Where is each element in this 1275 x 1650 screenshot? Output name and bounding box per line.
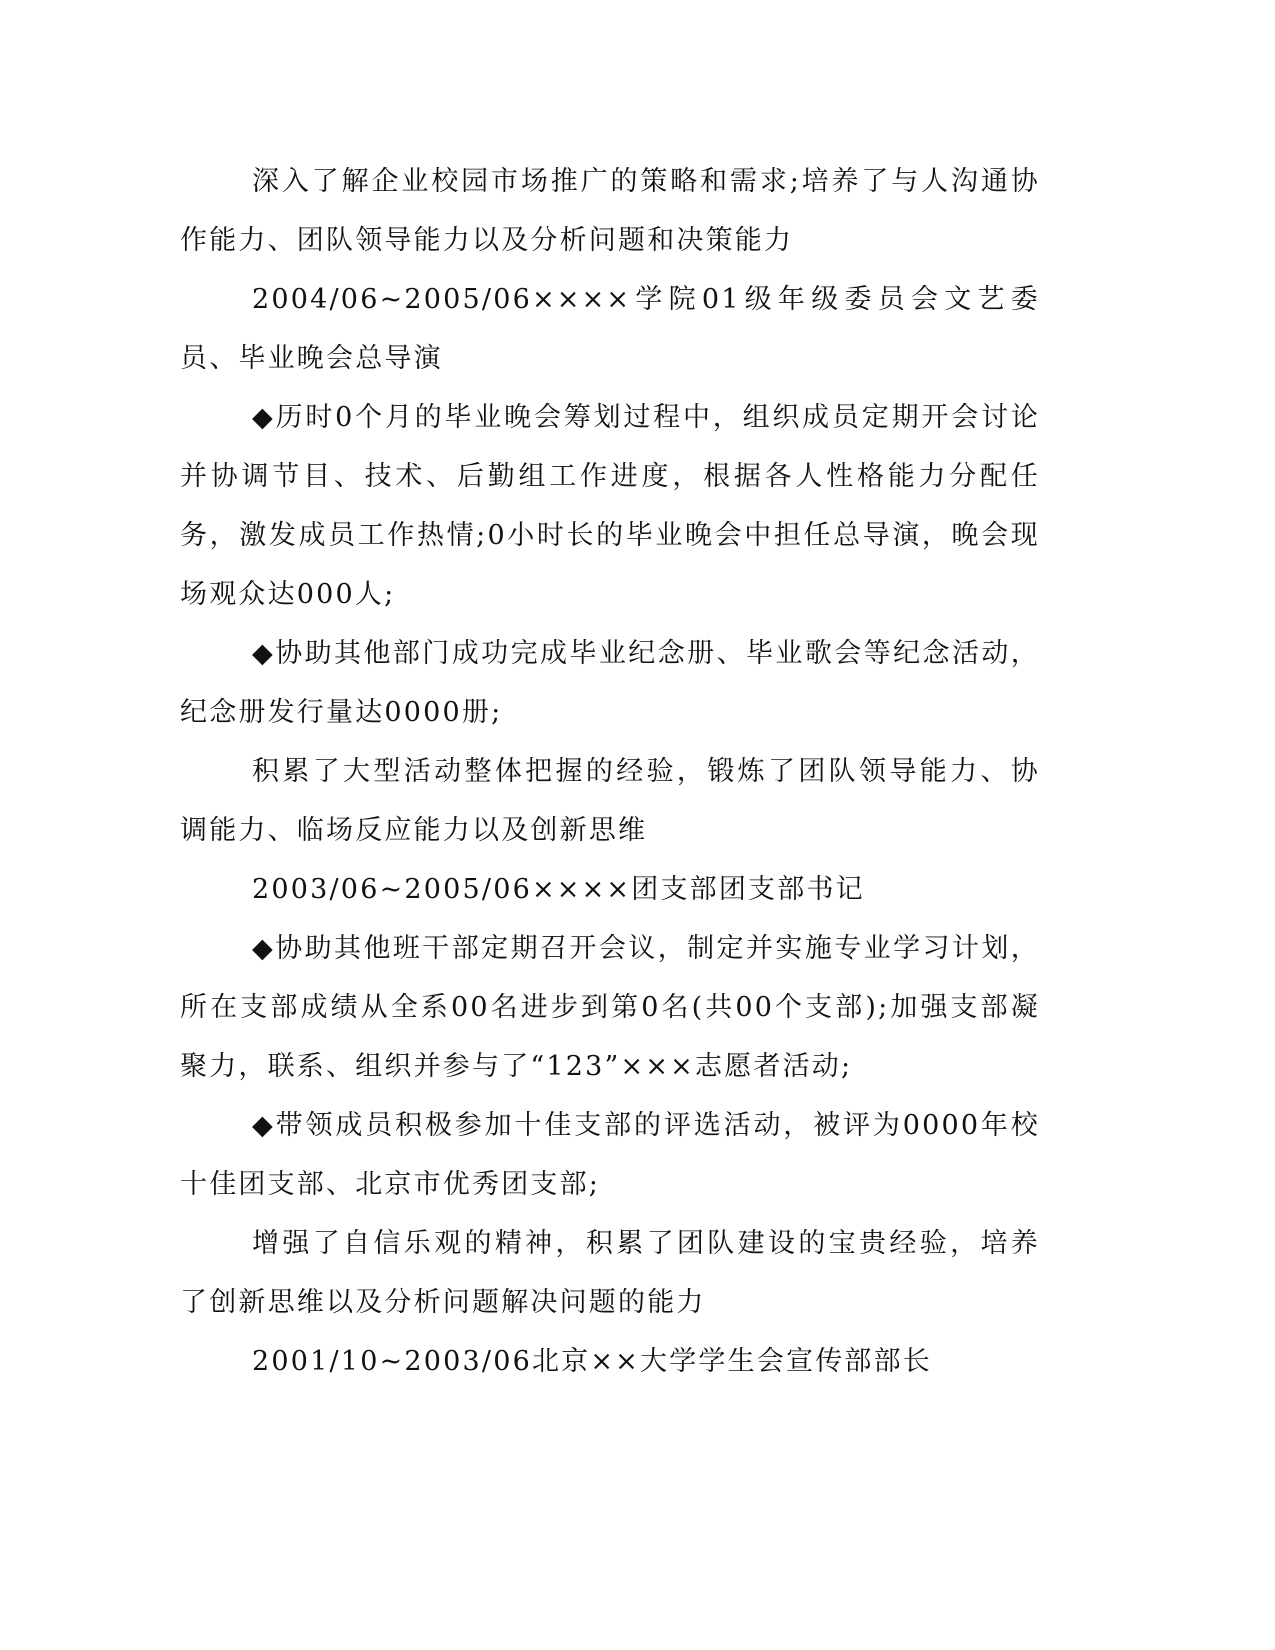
paragraph-bullet-yearbook: ◆协助其他部门成功完成毕业纪念册、毕业歌会等纪念活动，纪念册发行量达0000册; [180,638,1040,728]
paragraph-role-publicity-head: 2001/10~2003/06北京××大学学生会宣传部部长 [252,1346,933,1377]
document-body [180,152,1040,1391]
paragraph-bullet-top-ten: ◆带领成员积极参加十佳支部的评选活动，被评为0000年校十佳团支部、北京市优秀团支部; [180,1110,1040,1200]
paragraph-summary-2: 积累了大型活动整体把握的经验，锻炼了团队领导能力、协调能力、临场反应能力以及创新思维 [180,756,1040,846]
paragraph-bullet-gala-planning: ◆历时0个月的毕业晚会筹划过程中，组织成员定期开会讨论并协调节目、技术、后勤组工作进度，根据各人性格能力分配任务，激发成员工作热情;0小时长的毕业晚会中担任总导演，晚会现场观众达000人; [180,402,1040,610]
paragraph-summary-3: 增强了自信乐观的精神，积累了团队建设的宝贵经验，培养了创新思维以及分析问题解决问题的能力 [180,1228,1040,1318]
paragraph-role-league-secretary: 2003/06~2005/06××××团支部团支部书记 [252,874,865,905]
paragraph-summary-1: 深入了解企业校园市场推广的策略和需求;培养了与人沟通协作能力、团队领导能力以及分析问题和决策能力 [180,166,1040,256]
paragraph-bullet-study-plan: ◆协助其他班干部定期召开会议，制定并实施专业学习计划，所在支部成绩从全系00名进步到第0名(共00个支部);加强支部凝聚力，联系、组织并参与了“123”×××志愿者活动; [180,933,1040,1082]
paragraph-role-arts-committee: 2004/06~2005/06××××学院01级年级委员会文艺委员、毕业晚会总导演 [180,284,1040,374]
